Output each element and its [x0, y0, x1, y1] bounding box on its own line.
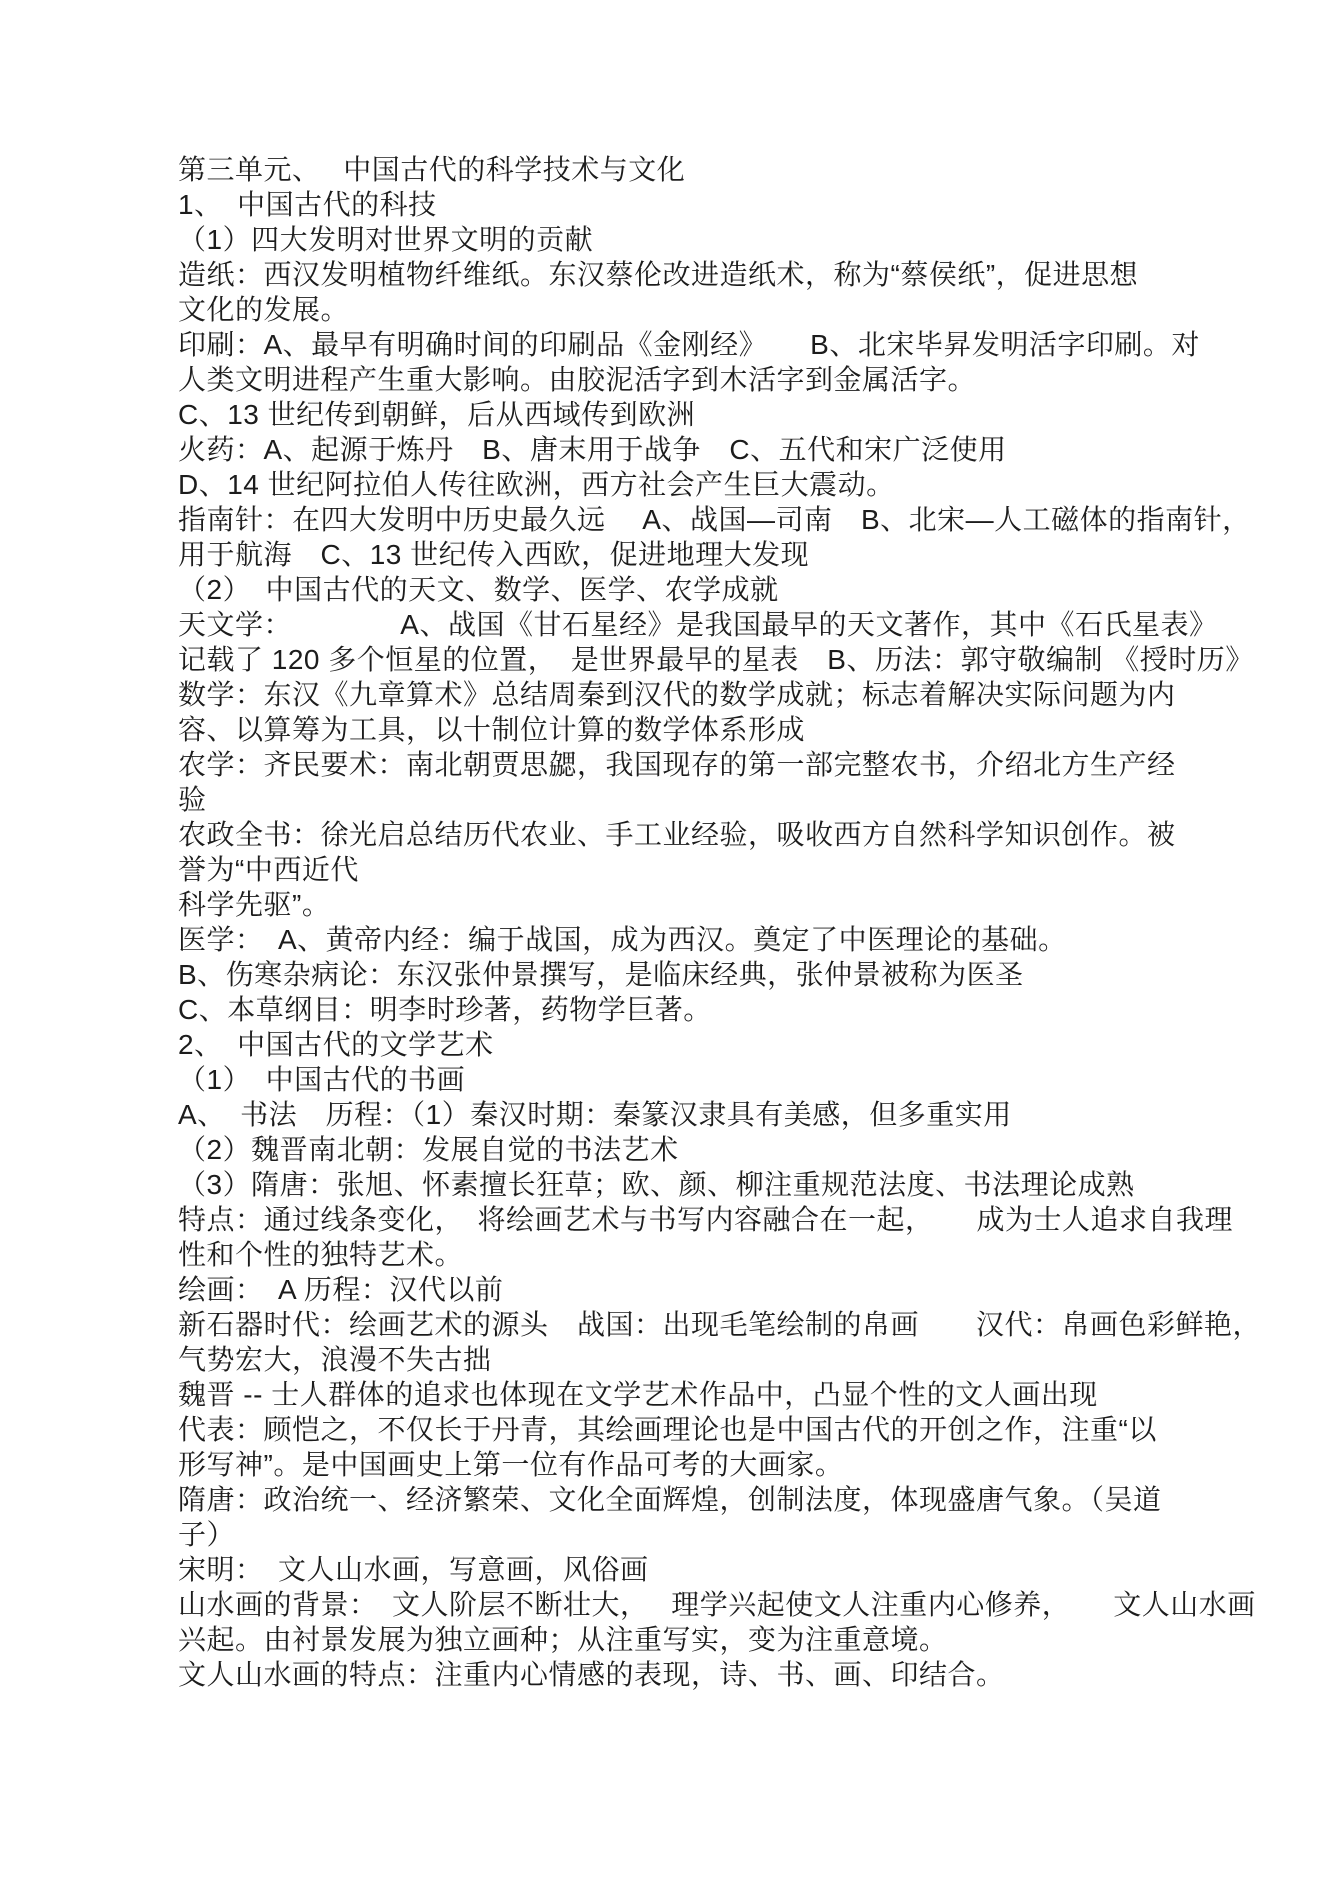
- text-line: 山水画的背景： 文人阶层不断壮大， 理学兴起使文人注重内心修养， 文人山水画: [178, 1589, 1256, 1620]
- text-line: 兴起。由衬景发展为独立画种；从注重写实，变为注重意境。: [178, 1624, 948, 1655]
- text-line: 誉为“中西近代: [178, 854, 359, 885]
- text-line: 科学先驱”。: [178, 889, 331, 920]
- text-line: 容、以算筹为工具，以十制位计算的数学体系形成: [178, 714, 806, 745]
- text-line: 医学： A、黄帝内经：编于战国，成为西汉。奠定了中医理论的基础。: [178, 924, 1067, 955]
- text-line: 魏晋 -- 士人群体的追求也体现在文学艺术作品中，凸显个性的文人画出现: [178, 1379, 1098, 1410]
- text-line: 性和个性的独特艺术。: [178, 1239, 464, 1270]
- text-line: C、13 世纪传到朝鲜，后从西域传到欧洲: [178, 399, 696, 430]
- document-heading: 第三单元、 中国古代的科学技术与文化: [178, 154, 686, 185]
- text-line: （1） 中国古代的书画: [178, 1064, 466, 1095]
- text-line: 农学：齐民要术：南北朝贾思勰，我国现存的第一部完整农书，介绍北方生产经: [178, 749, 1176, 780]
- text-line: C、本草纲目：明李时珍著，药物学巨著。: [178, 994, 712, 1025]
- text-line: 绘画： A 历程：汉代以前: [178, 1274, 504, 1305]
- text-line: 造纸：西汉发明植物纤维纸。东汉蔡伦改进造纸术，称为“蔡侯纸”，促进思想: [178, 259, 1139, 290]
- text-line: 气势宏大，浪漫不失古拙: [178, 1344, 492, 1375]
- text-line: 验: [178, 784, 207, 815]
- text-line: 人类文明进程产生重大影响。由胶泥活字到木活字到金属活字。: [178, 364, 977, 395]
- text-line: 印刷：A、最早有明确时间的印刷品《金刚经》 B、北宋毕昇发明活字印刷。对: [178, 329, 1200, 360]
- text-line: 文化的发展。: [178, 294, 350, 325]
- text-line: B、伤寒杂病论：东汉张仲景撰写，是临床经典，张仲景被称为医圣: [178, 959, 1024, 990]
- text-line: D、14 世纪阿拉伯人传往欧洲，西方社会产生巨大震动。: [178, 469, 895, 500]
- text-line: 代表：顾恺之，不仅长于丹青，其绘画理论也是中国古代的开创之作，注重“以: [178, 1414, 1157, 1445]
- text-line: （1）四大发明对世界文明的贡献: [178, 224, 594, 255]
- text-line: （2）魏晋南北朝：发展自觉的书法艺术: [178, 1134, 679, 1165]
- text-line: 新石器时代：绘画艺术的源头 战国：出现毛笔绘制的帛画 汉代：帛画色彩鲜艳，: [178, 1309, 1262, 1340]
- text-line: 记载了 120 多个恒星的位置， 是世界最早的星表 B、历法：郭守敬编制 《授时历》: [178, 644, 1254, 675]
- text-line: 文人山水画的特点：注重内心情感的表现，诗、书、画、印结合。: [178, 1659, 1005, 1690]
- text-line: 火药：A、起源于炼丹 B、唐末用于战争 C、五代和宋广泛使用: [178, 434, 1007, 465]
- text-line: 数学：东汉《九章算术》总结周秦到汉代的数学成就；标志着解决实际问题为内: [178, 679, 1176, 710]
- text-line: A、 书法 历程：（1）秦汉时期：秦篆汉隶具有美感，但多重实用: [178, 1099, 1012, 1130]
- text-line: （3）隋唐：张旭、怀素擅长狂草；欧、颜、柳注重规范法度、书法理论成熟: [178, 1169, 1135, 1200]
- text-line: 子）: [178, 1519, 236, 1550]
- text-line: 宋明： 文人山水画，写意画，风俗画: [178, 1554, 649, 1585]
- text-line: 天文学： A、战国《甘石星经》是我国最早的天文著作，其中《石氏星表》: [178, 609, 1218, 640]
- text-line: （2） 中国古代的天文、数学、医学、农学成就: [178, 574, 779, 605]
- document-body: [178, 152, 1262, 1692]
- text-line: 用于航海 C、13 世纪传入西欧，促进地理大发现: [178, 539, 810, 570]
- text-line: 农政全书：徐光启总结历代农业、手工业经验，吸收西方自然科学知识创作。被: [178, 819, 1176, 850]
- text-line: 2、 中国古代的文学艺术: [178, 1029, 494, 1060]
- text-line: 指南针：在四大发明中历史最久远 A、战国—司南 B、北宋—人工磁体的指南针，: [178, 504, 1251, 535]
- text-line: 形写神”。是中国画史上第一位有作品可考的大画家。: [178, 1449, 844, 1480]
- text-line: 隋唐：政治统一、经济繁荣、文化全面辉煌，创制法度，体现盛唐气象。（吴道: [178, 1484, 1162, 1515]
- text-line: 1、 中国古代的科技: [178, 189, 437, 220]
- text-line: 特点：通过线条变化， 将绘画艺术与书写内容融合在一起， 成为士人追求自我理: [178, 1204, 1234, 1235]
